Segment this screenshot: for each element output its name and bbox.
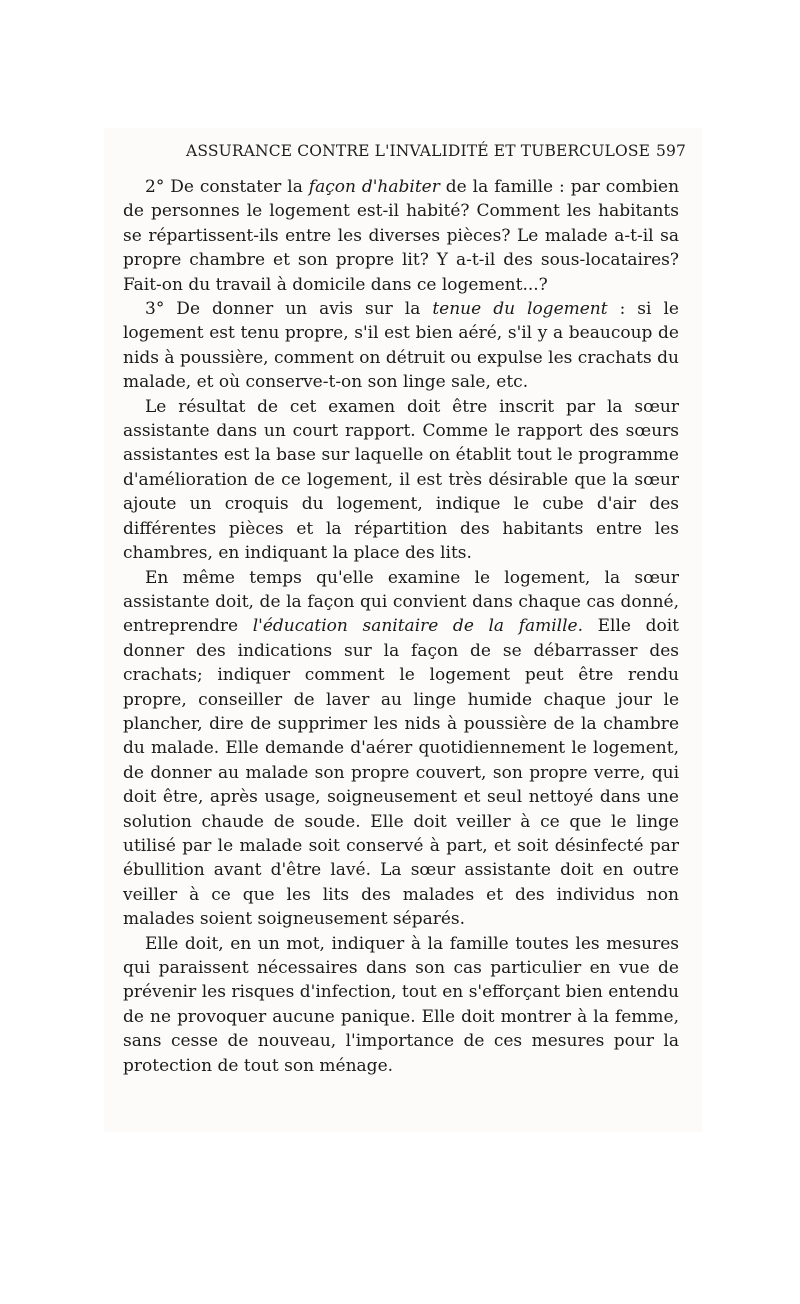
paragraph-report <box>123 395 679 566</box>
emphasis-text: l'éducation sanitaire de la famille. <box>252 616 584 637</box>
paragraph-text: Le résultat de cet examen doit être inscrit par la sœur assistante dans un court rapport. Comme le rapport des sœurs assistantes est la base sur laquelle on établit tout le programme d'amélioration de ce logement, il est très désirable que la sœur ajoute un croquis du logement, indique le cube d'air des différentes pièces et la répartition des habitants entre les chambres, en indiquant la place des lits. <box>123 396 679 564</box>
paragraph-housing-conditions <box>123 175 679 297</box>
paragraph-housing-upkeep <box>123 297 679 395</box>
paragraph-measures <box>123 932 679 1078</box>
page-number: 597 <box>655 142 686 160</box>
paragraph-text: : si le logement est tenu propre, s'il est bien aéré, s'il y a beaucoup de nids à poussière, comment on détruit ou expulse les crachats du malade, et où conserve-t-on son linge sale, etc. <box>123 299 679 393</box>
paragraph-text: 2° De constater la <box>145 177 309 197</box>
book-page <box>104 128 702 1132</box>
paragraph-text: Elle doit donner des indications sur la façon de se débarrasser des crachats; indiquer comment le logement peut être rendu propre, conseiller de laver au linge humide chaque jour le plancher, dire de supprimer les nids à poussière de la chambre du malade. Elle demande d'aérer quotidiennement le logement, de donner au malade son propre couvert, son propre verre, qui doit être, après usage, soigneusement et seul nettoyé dans une solution chaude de soude. Elle doit veiller à ce que le linge utilisé par le malade soit conservé à part, et soit désinfecté par ébullition avant d'être lavé. La sœur assistante doit en outre veiller à ce que les lits des malades et des individus non malades soient soigneusement séparés. <box>123 616 679 930</box>
body-text <box>123 175 679 1078</box>
paragraph-text: Elle doit, en un mot, indiquer à la famille toutes les mesures qui paraissent nécessaires dans son cas particulier en vue de prévenir les risques d'infection, tout en s'efforçant bien entendu de ne provoquer aucune panique. Elle doit montrer à la femme, sans cesse de nouveau, l'importance de ces mesures pour la protection de tout son ménage. <box>123 933 679 1076</box>
emphasis-text: façon d'habiter <box>308 177 440 197</box>
paragraph-sanitary-education <box>123 566 679 932</box>
paragraph-text: de la famille : par combien de personnes le logement est-il habité? Comment les habitants se répartissent-ils entre les diverses pièces? Le malade a-t-il sa propre chambre et son propre lit? Y a-t-il des sous-locataires? Fait-on du travail à domicile dans ce logement...? <box>123 177 680 295</box>
running-title: ASSURANCE CONTRE L'INVALIDITÉ ET TUBERCULOSE <box>186 142 651 160</box>
page-header <box>186 142 686 164</box>
paragraph-text: 3° De donner un avis sur la <box>145 299 433 320</box>
paragraph-text: En même temps qu'elle examine le logement, la sœur assistante doit, de la façon qui convient dans chaque cas donné, entreprendre <box>123 567 679 637</box>
emphasis-text: tenue du logement <box>432 299 608 320</box>
